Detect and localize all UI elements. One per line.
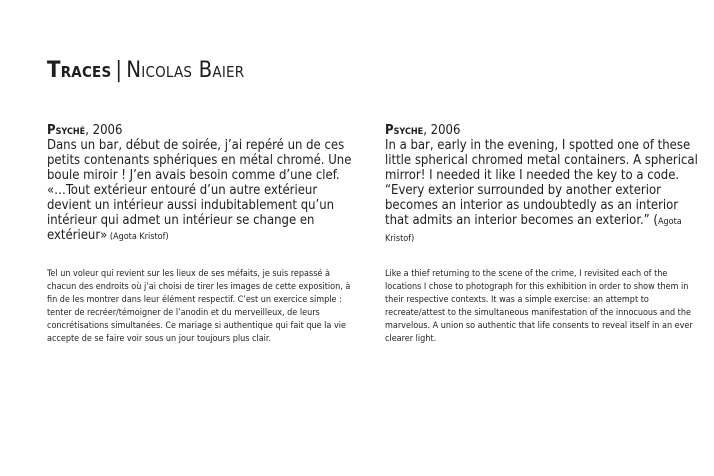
- page-title: [47, 56, 244, 86]
- french-quote-author: (Agota Kristof): [107, 232, 169, 242]
- exhibition-title: Traces: [47, 58, 112, 83]
- french-statement-block: [47, 123, 357, 245]
- english-work-year: , 2006: [423, 123, 461, 138]
- english-description: Like a thief returning to the scene of the crime, I revisited each of the locations I chose to photograph for this exhibition in order to show them in their respective contexts. It was a simple exercise: an attempt to recreate/attest to the simultaneous manifestation of the innocuous and the marvelous. A union so authentic that life consents to reveal itself in an ever clearer light.: [385, 269, 693, 344]
- english-statement-text: In a bar, early in the evening, I spotted one of these little spherical chromed metal containers. A spherical mirror! I needed it like I needed the key to a code. “Every exterior surrounded by another exterior becomes an interior as undoubtedly as an interior that admits an interior becomes an exterior.” (: [385, 138, 698, 228]
- english-work-title: Psyche: [385, 123, 424, 138]
- french-statement: [47, 138, 357, 245]
- french-work-title: Psyché: [47, 123, 86, 138]
- english-work-heading: [385, 123, 705, 138]
- artist-name: Nicolas Baier: [126, 58, 245, 83]
- french-work-heading: [47, 123, 357, 138]
- title-separator: |: [115, 58, 123, 83]
- english-quote-author: Agota Kristof): [385, 217, 682, 244]
- french-description: Tel un voleur qui revient sur les lieux de ses méfaits, je suis repassé à chacun des endroits où j’ai choisi de tirer les images de cette exposition, à fin de les montrer dans leur élément respectif. C’est un exercice simple : tenter de recréer/témoigner de l’anodin et du merveilleux, de leurs concrétisations simultanées. Ce mariage si authentique qui fait que la vie accepte de se faire voir sous un jour toujours plus clair.: [47, 269, 351, 344]
- french-statement-text: Dans un bar, début de soirée, j’ai repéré un de ces petits contenants sphériques en métal chromé. Une boule miroir ! J’en avais besoin comme d’une clef. «…Tout extérieur entouré d’un autre extérieur devient un intérieur aussi indubitablement qu’un intérieur qui admet un intérieur se change en extérieur»: [47, 138, 352, 243]
- english-statement: [385, 138, 705, 247]
- english-statement-block: [385, 123, 705, 247]
- french-work-year: , 2006: [85, 123, 123, 138]
